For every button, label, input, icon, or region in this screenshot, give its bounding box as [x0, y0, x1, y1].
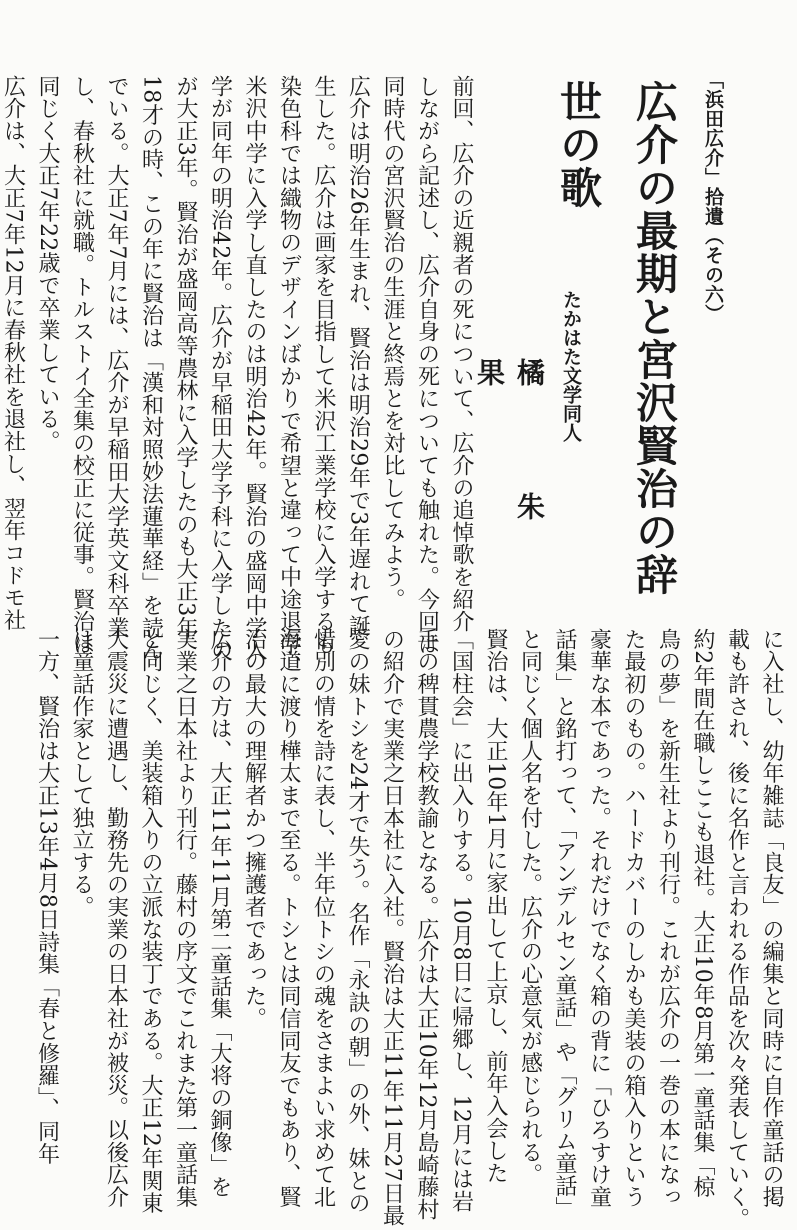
text-line: 広介は、大正7年12月に春秋社を退社し、翌年コドモ社: [0, 75, 26, 631]
text-line: 大震災に遭遇し、勤務先の実業の日本社が被災。以後広介: [103, 628, 129, 1208]
text-line: 前回、広介の近親者の死について、広介の追悼歌を紹介: [449, 75, 474, 633]
text-line: 学が同年の明治42年。広介が早稲田大学予科に入学したの: [207, 75, 233, 662]
text-line: た最初のもの。ハードカバーのしかも美装の箱入りという: [621, 628, 646, 1208]
text-line: 米沢中学に入学し直したのは明治42年。賢治の盛岡中学入: [242, 75, 267, 662]
author-name: 橘 朱果: [473, 358, 546, 568]
text-line: 実業之日本社より刊行。藤村の序文でこれまた第一童話集: [172, 628, 198, 1208]
text-line: 豪華な本であった。それだけでなく箱の背に「ひろすけ童: [586, 628, 612, 1208]
text-line: 手の稗貫農学校教諭となる。広介は大正10年12月島崎藤村: [414, 628, 439, 1221]
text-line: しながら記述し、広介自身の死についても触れた。今回は: [414, 75, 440, 655]
text-line: が大正3年。賢治が盛岡高等農林に入学したのも大正3年: [173, 75, 198, 639]
text-line: 愛の妹トシを24才で失う。名作「永訣の朝」の外、妹との: [345, 628, 370, 1215]
text-line: 「国柱会」に出入りする。10月8日に帰郷し、12月には岩: [448, 628, 474, 1213]
text-line: 一方、賢治は大正13年4月8日詩集「春と修羅」、同年: [34, 628, 60, 1165]
text-line: 惜別の情を詩に表し、半年位トシの魂をさまよい求めて北: [310, 628, 336, 1208]
text-line: 同じく大正7年22歳で卒業している。: [35, 75, 60, 453]
text-line: 賢治は、大正10年1月に家出して上京し、前年入会した: [483, 628, 508, 1184]
text-line: 載も許され、後に名作と言われる作品を次々発表していく。: [724, 628, 750, 1230]
text-line: 話集」と銘打って、「アンデルセン童話」や「グリム童話」: [552, 628, 577, 1220]
text-line: でいる。大正7年7月には、広介が早稲田大学英文科卒業: [104, 75, 129, 639]
text-line: し、春秋社に就職。トルストイ全集の校正に従事。賢治は: [69, 75, 95, 655]
text-line: 広介は明治26年生まれ、賢治は明治29年で3年遅れて誕: [345, 75, 371, 638]
text-line: の紹介で実業之日本社に入社。賢治は大正11年11月27日最: [379, 628, 405, 1227]
text-line: 海道に渡り樺太まで至る。トシとは同信同友でもあり、賢: [276, 628, 301, 1208]
text-line: 生した。広介は画家を目指して米沢工業学校に入学するも: [311, 75, 336, 655]
text-line: 18才の時、この年に賢治は「漢和対照妙法蓮華経」を読ん: [138, 75, 164, 662]
author-affiliation: たかはた文学同人: [560, 290, 582, 442]
text-line: 約2年間在職しここも退社。大正10年8月第一童話集「椋: [690, 628, 715, 1199]
series-label: 「浜田広介」拾遺（その六）: [702, 70, 724, 324]
text-line: 染色科では織物のデザインばかりで希望と違って中途退学、: [276, 75, 302, 678]
text-line: と同じく、美装箱入りの立派な装丁である。大正12年関東: [138, 628, 163, 1215]
text-line: と同じく個人名を付した。広介の心意気が感じられる。: [517, 628, 543, 1186]
body-text-upper: [0, 75, 478, 678]
text-line: は童話作家として独立する。: [69, 628, 94, 918]
text-line: 鳥の夢」を新生社より刊行。これが広介の一巻の本になっ: [655, 628, 681, 1208]
text-line: 治の最大の理解者かつ擁護者であった。: [241, 628, 267, 1030]
text-line: に入社し、幼年雑誌「良友」の編集と同時に自作童話の掲: [759, 628, 784, 1208]
text-line: 広介の方は、大正11年11月第二童話集「大将の銅像」を: [207, 628, 232, 1199]
body-text-lower: [18, 628, 788, 1230]
article-title: 広介の最期と宮沢賢治の辞世の歌: [554, 80, 679, 596]
text-line: 同時代の宮沢賢治の生涯と終焉とを対比してみよう。: [380, 75, 405, 611]
